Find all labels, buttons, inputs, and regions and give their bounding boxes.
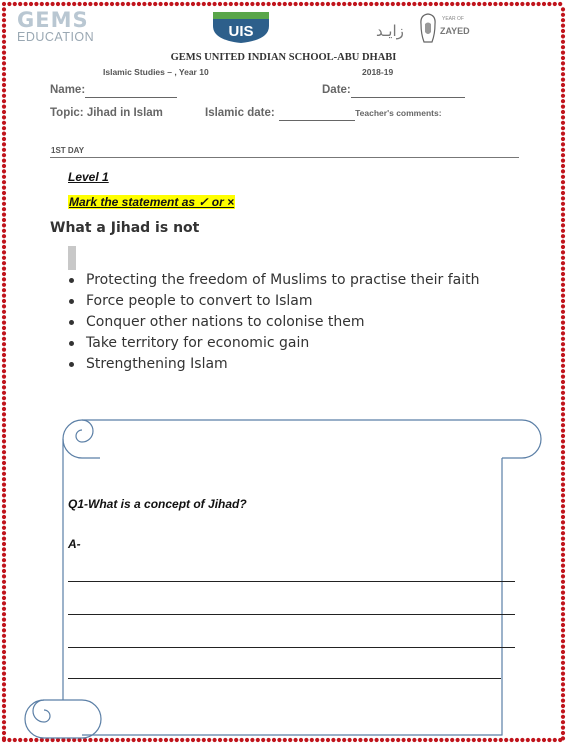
level-label: Level 1 [68,170,109,184]
answer-line[interactable] [68,678,501,679]
gems-logo-text: GEMS [17,8,89,32]
academic-year: 2018-19 [362,67,394,77]
zayed-year-of-text: YEAR OF [442,16,464,22]
statement-item: Strengthening Islam [68,354,480,375]
subject-line: Islamic Studies – , Year 10 [103,67,209,77]
section-heading: What a Jihad is not [50,220,200,236]
teacher-comments-label: Teacher's comments: [355,108,442,118]
answer-line[interactable] [68,614,515,615]
gems-logo-subtitle: EDUCATION [17,30,95,44]
statement-item: Force people to convert to Islam [68,291,480,312]
zayed-arabic-text: زايـد [376,22,404,40]
answer-line[interactable] [68,581,515,582]
name-label: Name: [50,84,86,96]
school-name: GEMS UNITED INDIAN SCHOOL-ABU DHABI [170,52,397,63]
statement-item: Take territory for economic gain [68,333,480,354]
uis-logo-text: UIS [228,23,254,40]
topic-label: Topic: Jihad in Islam [50,107,163,119]
islamic-date-label: Islamic date: [205,107,275,119]
statement-item: Conquer other nations to colonise them [68,312,480,333]
day-label: 1ST DAY [51,146,85,155]
instruction-text: Mark the statement as ✓ or × [69,195,235,209]
statement-item: Protecting the freedom of Muslims to practise their faith [68,270,480,291]
answer-line[interactable] [68,647,515,648]
answer-prefix: A- [68,537,81,551]
zayed-english-text: ZAYED [440,26,470,36]
question-1: Q1-What is a concept of Jihad? [68,497,247,511]
date-label: Date: [322,84,351,96]
